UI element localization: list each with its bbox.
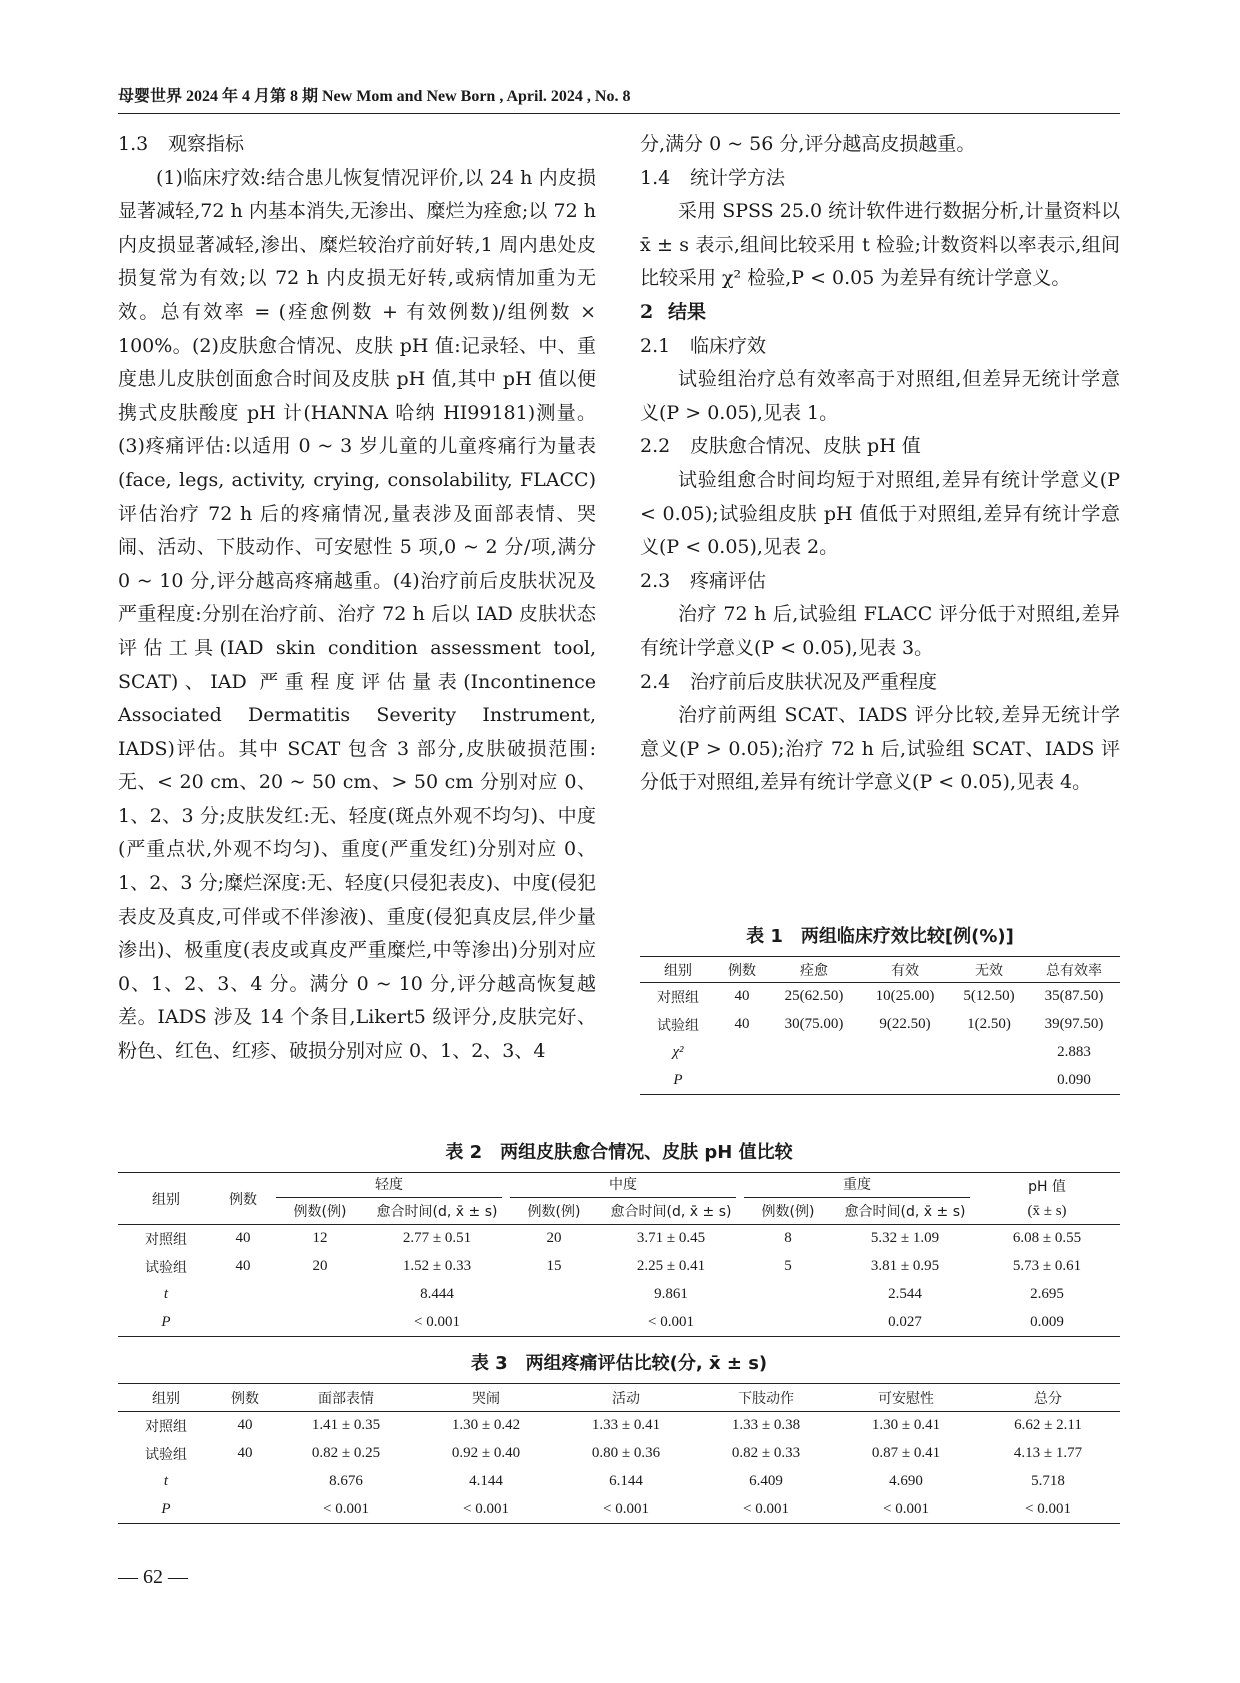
cell: 2.544 bbox=[888, 1286, 922, 1302]
cell: 40 bbox=[734, 988, 750, 1005]
section-number: 2.4 bbox=[640, 670, 671, 693]
header-cell: 例数 bbox=[214, 1384, 276, 1412]
header-cell bbox=[740, 1173, 974, 1199]
cell: 0.80 ± 0.36 bbox=[591, 1445, 661, 1461]
cell bbox=[950, 1067, 1028, 1095]
table-row bbox=[640, 1067, 1120, 1095]
cell: < 0.001 bbox=[323, 1500, 369, 1517]
header-cell: 痊愈 bbox=[768, 957, 860, 983]
cell bbox=[950, 1039, 1028, 1067]
header-cell: 例数(例) bbox=[740, 1199, 836, 1225]
table-header-row bbox=[640, 957, 1120, 983]
cell: 8 bbox=[784, 1230, 792, 1247]
cell: 12 bbox=[312, 1230, 328, 1247]
cell: t bbox=[163, 1473, 169, 1489]
cell: 6.62 ± 2.11 bbox=[1014, 1417, 1082, 1434]
cell: 40 bbox=[734, 1016, 750, 1032]
table-2-block bbox=[118, 1138, 1120, 1337]
cell: 5.73 ± 0.61 bbox=[1012, 1258, 1082, 1274]
section-heading-2 bbox=[640, 296, 1120, 330]
cell bbox=[214, 1281, 272, 1309]
table-row bbox=[118, 1281, 1120, 1309]
cell: < 0.001 bbox=[883, 1500, 929, 1517]
cell: 试验组 bbox=[145, 1259, 187, 1276]
table-header-row bbox=[118, 1384, 1120, 1412]
cell: 40 bbox=[237, 1417, 253, 1434]
cell: 40 bbox=[237, 1445, 253, 1461]
section-number: 1.3 bbox=[118, 133, 149, 155]
header-cell: 总分 bbox=[976, 1384, 1120, 1412]
table-1-caption bbox=[640, 922, 1120, 952]
cell: 对照组 bbox=[145, 1418, 187, 1435]
cell: 8.676 bbox=[329, 1473, 363, 1489]
cell: 1.33 ± 0.41 bbox=[591, 1417, 661, 1434]
header-cell: 例数 bbox=[214, 1173, 272, 1225]
cell: 4.13 ± 1.77 bbox=[1013, 1445, 1083, 1461]
section-heading-2-3 bbox=[640, 565, 1120, 599]
cell: 0.87 ± 0.41 bbox=[871, 1445, 941, 1461]
cell bbox=[506, 1281, 602, 1309]
cell: 2.25 ± 0.41 bbox=[636, 1258, 706, 1274]
header-cell: (x̄ ± s) bbox=[974, 1199, 1120, 1225]
cell: 8.444 bbox=[420, 1286, 454, 1302]
table-row bbox=[118, 1225, 1120, 1253]
cell: 1(2.50) bbox=[967, 1016, 1011, 1032]
cell: 2.77 ± 0.51 bbox=[402, 1230, 472, 1247]
header-cell: 组别 bbox=[640, 957, 716, 983]
table-number: 表 2 bbox=[445, 1142, 483, 1163]
header-cell: 哭闹 bbox=[416, 1384, 556, 1412]
section-number: 2 bbox=[640, 300, 654, 323]
cell: 3.71 ± 0.45 bbox=[636, 1230, 706, 1247]
table-row bbox=[118, 1468, 1120, 1496]
cell: 0.027 bbox=[888, 1313, 922, 1330]
cell: 0.82 ± 0.25 bbox=[311, 1445, 381, 1461]
cell: < 0.001 bbox=[1025, 1500, 1071, 1517]
cell: 4.144 bbox=[469, 1473, 503, 1489]
cell: 2.883 bbox=[1057, 1044, 1091, 1060]
cell bbox=[214, 1309, 272, 1337]
header-cell: 例数(例) bbox=[272, 1199, 368, 1225]
cell bbox=[860, 1039, 950, 1067]
cell: 5.32 ± 1.09 bbox=[870, 1230, 940, 1247]
cell: P bbox=[673, 1071, 683, 1088]
table-row bbox=[118, 1309, 1120, 1337]
cell: 0.009 bbox=[1030, 1313, 1064, 1330]
header-cell: 愈合时间(d, x̄ ± s) bbox=[602, 1199, 740, 1225]
cell: 3.81 ± 0.95 bbox=[870, 1258, 940, 1274]
header-cell: 无效 bbox=[950, 957, 1028, 983]
header-cell bbox=[272, 1173, 506, 1199]
cell bbox=[272, 1281, 368, 1309]
cell: 10(25.00) bbox=[875, 988, 935, 1005]
table-row bbox=[118, 1440, 1120, 1468]
result-paragraph-2-3: 治疗 72 h 后,试验组 FLACC 评分低于对照组,差异有统计学意义(P < 0.05),见表 3。 bbox=[640, 603, 1120, 659]
cell: 20 bbox=[546, 1230, 562, 1247]
section-heading-2-1 bbox=[640, 330, 1120, 364]
page-number: — 62 — bbox=[118, 1566, 188, 1588]
table-title: 两组疼痛评估比较(分, x̄ ± s) bbox=[525, 1353, 768, 1374]
cell: 1.30 ± 0.42 bbox=[451, 1417, 521, 1434]
result-paragraph-2-4: 治疗前两组 SCAT、IADS 评分比较,差异无统计学意义(P > 0.05);治疗 72 h 后,试验组 SCAT、IADS 评分低于对照组,差异有统计学意义(P < 0.05),见表 4。 bbox=[640, 704, 1120, 794]
table-title: 两组临床疗效比较[例(%)] bbox=[800, 926, 1014, 947]
running-header bbox=[118, 84, 1120, 114]
cell bbox=[768, 1067, 860, 1095]
header-cell: 愈合时间(d, x̄ ± s) bbox=[836, 1199, 974, 1225]
cell bbox=[506, 1309, 602, 1337]
table-2-caption bbox=[118, 1138, 1120, 1168]
cell: < 0.001 bbox=[414, 1313, 460, 1330]
section-title: 治疗前后皮肤状况及严重程度 bbox=[690, 670, 938, 693]
section-title: 统计学方法 bbox=[690, 166, 786, 189]
section-title: 皮肤愈合情况、皮肤 pH 值 bbox=[690, 435, 921, 458]
cell: < 0.001 bbox=[743, 1500, 789, 1517]
table-title: 两组皮肤愈合情况、皮肤 pH 值比较 bbox=[500, 1142, 793, 1163]
cell: 1.30 ± 0.41 bbox=[871, 1417, 941, 1434]
cell bbox=[214, 1468, 276, 1496]
table-3-caption bbox=[118, 1349, 1120, 1379]
stat-paragraph: 采用 SPSS 25.0 统计软件进行数据分析,计量资料以 x̄ ± s 表示,组间比较采用 t 检验;计数资料以率表示,组间比较采用 χ² 检验,P < 0.05 为差异有统计学意义。 bbox=[640, 200, 1120, 290]
cell: 20 bbox=[312, 1258, 328, 1274]
table-number: 表 1 bbox=[746, 926, 783, 947]
cell bbox=[214, 1496, 276, 1524]
header-cell: 下肢动作 bbox=[696, 1384, 836, 1412]
group-label-moderate: 中度 bbox=[510, 1173, 736, 1198]
cell: 5.718 bbox=[1031, 1473, 1065, 1489]
cell: 1.52 ± 0.33 bbox=[402, 1258, 472, 1274]
cell: 6.409 bbox=[749, 1473, 783, 1489]
cell: 4.690 bbox=[889, 1473, 923, 1489]
header-cell: 活动 bbox=[556, 1384, 696, 1412]
table-1 bbox=[640, 956, 1120, 1095]
section-heading-2-4 bbox=[640, 666, 1120, 700]
cell: 0.92 ± 0.40 bbox=[451, 1445, 521, 1461]
section-heading-1-3 bbox=[118, 128, 596, 162]
table-2 bbox=[118, 1172, 1120, 1337]
cell bbox=[272, 1309, 368, 1337]
observation-paragraph: (1)临床疗效:结合患儿恢复情况评价,以 24 h 内皮损显著减轻,72 h 内基本消失,无渗出、糜烂为痊愈;以 72 h 内皮损显著减轻,渗出、糜烂较治疗前好转,1 周内患处皮损复常为有效;以 72 h 内皮损无好转,或病情加重为无效。总有效率 = (痊愈例数 + 有效例数)/组例数 × 100%。(2)皮肤愈合情况、皮肤 pH 值:记录轻、中、重度患儿皮肤创面愈合时间及皮肤 pH 值,其中 pH 值以便携式皮肤酸度 pH 计(HANNA 哈纳 HI99181)测量。(3)疼痛评估:以适用 0 ~ 3 岁儿童的儿童疼痛行为量表(face, legs, activity, crying, consolability, FLACC)评估治疗 72 h 后的疼痛情况,量表涉及面部表情、哭闹、活动、下肢动作、可安慰性 5 项,0 ~ 2 分/项,满分 0 ~ 10 分,评分越高疼痛越重。(4)治疗前后皮肤状况及严重程度:分别在治疗前、治疗 72 h 后以 IAD 皮肤状态评估工具(IAD skin condition assessment tool, SCAT)、IAD 严重程度评估量表(Incontinence Associated Dermatitis Severity Instrument, IADS)评估。其中 SCAT 包含 3 部分,皮肤破损范围:无、< 20 cm、20 ~ 50 cm、> 50 cm 分别对应 0、1、2、3 分;皮肤发红:无、轻度(斑点外观不均匀)、中度(严重点状,外观不均匀)、重度(严重发红)分别对应 0、1、2、3 分;糜烂深度:无、轻度(只侵犯表皮)、中度(侵犯表皮及真皮,可伴或不伴渗液)、重度(侵犯真皮层,伴少量渗出)、极重度(表皮或真皮严重糜烂,中等渗出)分别对应 0、1、2、3、4 分。满分 0 ~ 10 分,评分越高恢复越差。IADS 涉及 14 个条目,Likert5 级评分,皮肤完好、粉色、红色、红疹、破损分别对应 0、1、2、3、4 bbox=[118, 166, 596, 1063]
cell: 35(87.50) bbox=[1044, 988, 1104, 1005]
cell bbox=[740, 1281, 836, 1309]
cell bbox=[860, 1067, 950, 1095]
header-cell bbox=[506, 1173, 740, 1199]
cell: 9(22.50) bbox=[879, 1016, 931, 1032]
section-number: 2.3 bbox=[640, 569, 671, 592]
header-cell: 例数(例) bbox=[506, 1199, 602, 1225]
cell: 试验组 bbox=[657, 1017, 699, 1034]
result-paragraph-2-1: 试验组治疗总有效率高于对照组,但差异无统计学意义(P > 0.05),见表 1。 bbox=[640, 368, 1120, 424]
cell bbox=[740, 1309, 836, 1337]
group-label-severe: 重度 bbox=[744, 1173, 970, 1198]
section-heading-2-2 bbox=[640, 430, 1120, 464]
header-cell: 总有效率 bbox=[1028, 957, 1120, 983]
cell: 39(97.50) bbox=[1044, 1016, 1104, 1032]
cell: t bbox=[163, 1286, 169, 1302]
cell: 40 bbox=[235, 1258, 251, 1274]
group-label-mild: 轻度 bbox=[276, 1173, 502, 1198]
header-cell: 面部表情 bbox=[276, 1384, 416, 1412]
header-cell: 组别 bbox=[118, 1384, 214, 1412]
table-row bbox=[640, 1039, 1120, 1067]
cell: 9.861 bbox=[654, 1286, 688, 1302]
section-title: 结果 bbox=[668, 300, 707, 323]
cell: 对照组 bbox=[145, 1231, 187, 1248]
cell bbox=[716, 1067, 768, 1095]
cell: χ² bbox=[672, 1044, 684, 1060]
cell: 2.695 bbox=[1030, 1286, 1064, 1302]
table-row bbox=[118, 1253, 1120, 1281]
cell bbox=[716, 1039, 768, 1067]
cell: P bbox=[161, 1313, 171, 1330]
header-cell: 可安慰性 bbox=[836, 1384, 976, 1412]
cell: 30(75.00) bbox=[784, 1016, 844, 1032]
table-3 bbox=[118, 1383, 1120, 1524]
cell: < 0.001 bbox=[463, 1500, 509, 1517]
table-row bbox=[640, 983, 1120, 1011]
cell: 0.090 bbox=[1057, 1071, 1091, 1088]
cell: 对照组 bbox=[657, 989, 699, 1006]
cell: 1.41 ± 0.35 bbox=[311, 1417, 381, 1434]
header-cell: 组别 bbox=[118, 1173, 214, 1225]
table-row bbox=[118, 1412, 1120, 1440]
cell: 25(62.50) bbox=[784, 988, 844, 1005]
cell: 试验组 bbox=[145, 1446, 187, 1463]
header-cell: 例数 bbox=[716, 957, 768, 983]
cell: 1.33 ± 0.38 bbox=[731, 1417, 801, 1434]
section-number: 2.1 bbox=[640, 334, 671, 357]
section-number: 2.2 bbox=[640, 435, 671, 458]
table-row bbox=[118, 1496, 1120, 1524]
result-paragraph-2-2: 试验组愈合时间均短于对照组,差异有统计学意义(P < 0.05);试验组皮肤 pH 值低于对照组,差异有统计学意义(P < 0.05),见表 2。 bbox=[640, 468, 1120, 559]
cell: 5 bbox=[784, 1258, 792, 1274]
cell: 6.144 bbox=[609, 1473, 643, 1489]
continued-paragraph: 分,满分 0 ~ 56 分,评分越高皮损越重。 bbox=[640, 133, 976, 155]
header-cell: pH 值 bbox=[1028, 1178, 1066, 1195]
table-1-block bbox=[640, 922, 1120, 1095]
header-cell: 愈合时间(d, x̄ ± s) bbox=[368, 1199, 506, 1225]
cell: P bbox=[161, 1500, 171, 1517]
right-column bbox=[640, 128, 1120, 800]
section-title: 疼痛评估 bbox=[690, 569, 767, 592]
cell: < 0.001 bbox=[603, 1500, 649, 1517]
header-cell: 有效 bbox=[860, 957, 950, 983]
table-group-header-row bbox=[118, 1173, 1120, 1199]
cell: 15 bbox=[546, 1258, 562, 1274]
cell: 0.82 ± 0.33 bbox=[731, 1445, 801, 1461]
section-title: 观察指标 bbox=[168, 133, 245, 155]
section-number: 1.4 bbox=[640, 166, 671, 189]
cell: 6.08 ± 0.55 bbox=[1012, 1230, 1082, 1247]
table-number: 表 3 bbox=[470, 1353, 508, 1374]
section-title: 临床疗效 bbox=[690, 334, 767, 357]
table-row bbox=[640, 1011, 1120, 1039]
cell: 40 bbox=[235, 1230, 251, 1247]
cell: 5(12.50) bbox=[963, 988, 1015, 1005]
table-3-block bbox=[118, 1349, 1120, 1524]
section-heading-1-4 bbox=[640, 162, 1120, 196]
cell bbox=[768, 1039, 860, 1067]
journal-info: 母婴世界 2024 年 4 月第 8 期 New Mom and New Born , April. 2024 , No. 8 bbox=[118, 88, 631, 105]
left-column bbox=[118, 128, 596, 1069]
cell: < 0.001 bbox=[648, 1313, 694, 1330]
